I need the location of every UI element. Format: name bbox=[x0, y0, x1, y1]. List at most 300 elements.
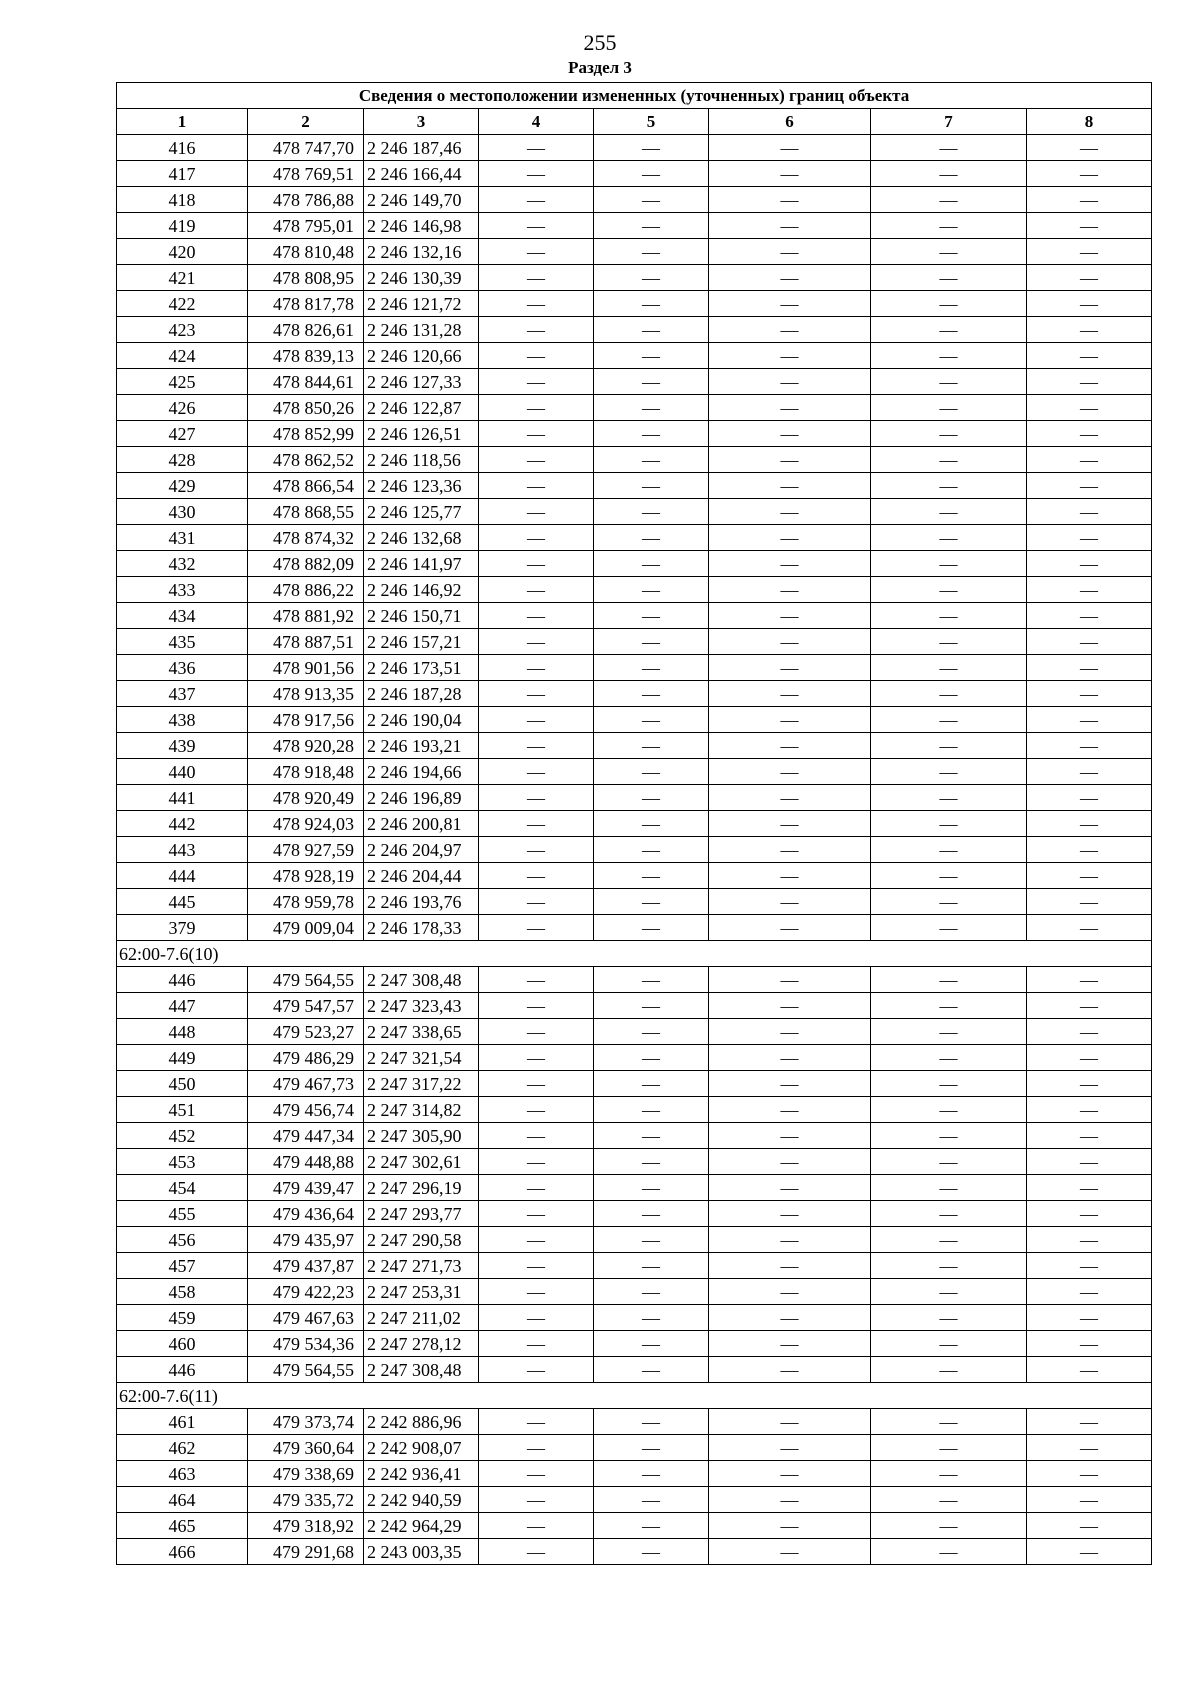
empty-cell: — bbox=[1027, 1227, 1152, 1253]
table-row bbox=[117, 1097, 1152, 1123]
empty-cell: — bbox=[871, 525, 1027, 551]
empty-cell: — bbox=[1027, 993, 1152, 1019]
coord-y: 2 247 321,54 bbox=[364, 1045, 479, 1071]
point-number: 443 bbox=[117, 837, 248, 863]
empty-cell: — bbox=[594, 1487, 709, 1513]
empty-cell: — bbox=[594, 1539, 709, 1565]
empty-cell: — bbox=[709, 1357, 871, 1383]
table-row bbox=[117, 473, 1152, 499]
coord-x: 478 769,51 bbox=[248, 161, 364, 187]
table-row bbox=[117, 213, 1152, 239]
empty-cell: — bbox=[1027, 681, 1152, 707]
empty-cell: — bbox=[594, 1227, 709, 1253]
empty-cell: — bbox=[1027, 889, 1152, 915]
table-row bbox=[117, 1045, 1152, 1071]
empty-cell: — bbox=[479, 1435, 594, 1461]
coord-x: 479 564,55 bbox=[248, 1357, 364, 1383]
empty-cell: — bbox=[709, 889, 871, 915]
coord-x: 479 335,72 bbox=[248, 1487, 364, 1513]
coord-x: 478 795,01 bbox=[248, 213, 364, 239]
empty-cell: — bbox=[1027, 863, 1152, 889]
empty-cell: — bbox=[871, 1227, 1027, 1253]
group-label-row bbox=[117, 941, 1152, 967]
column-header: 6 bbox=[709, 109, 871, 135]
empty-cell: — bbox=[871, 1305, 1027, 1331]
empty-cell: — bbox=[594, 1461, 709, 1487]
point-number: 457 bbox=[117, 1253, 248, 1279]
empty-cell: — bbox=[871, 1539, 1027, 1565]
empty-cell: — bbox=[479, 291, 594, 317]
empty-cell: — bbox=[709, 733, 871, 759]
coord-y: 2 246 193,76 bbox=[364, 889, 479, 915]
empty-cell: — bbox=[479, 265, 594, 291]
coord-x: 478 850,26 bbox=[248, 395, 364, 421]
coord-x: 478 866,54 bbox=[248, 473, 364, 499]
coord-x: 479 360,64 bbox=[248, 1435, 364, 1461]
point-number: 431 bbox=[117, 525, 248, 551]
column-header: 1 bbox=[117, 109, 248, 135]
empty-cell: — bbox=[479, 629, 594, 655]
point-number: 433 bbox=[117, 577, 248, 603]
coord-y: 2 242 964,29 bbox=[364, 1513, 479, 1539]
empty-cell: — bbox=[871, 1461, 1027, 1487]
empty-cell: — bbox=[871, 551, 1027, 577]
empty-cell: — bbox=[871, 395, 1027, 421]
coord-x: 479 447,34 bbox=[248, 1123, 364, 1149]
empty-cell: — bbox=[594, 317, 709, 343]
empty-cell: — bbox=[709, 1331, 871, 1357]
empty-cell: — bbox=[871, 1409, 1027, 1435]
empty-cell: — bbox=[1027, 1513, 1152, 1539]
empty-cell: — bbox=[871, 733, 1027, 759]
empty-cell: — bbox=[594, 135, 709, 161]
empty-cell: — bbox=[709, 1435, 871, 1461]
coord-x: 478 808,95 bbox=[248, 265, 364, 291]
empty-cell: — bbox=[479, 811, 594, 837]
table-row bbox=[117, 733, 1152, 759]
empty-cell: — bbox=[1027, 1279, 1152, 1305]
empty-cell: — bbox=[594, 213, 709, 239]
point-number: 450 bbox=[117, 1071, 248, 1097]
empty-cell: — bbox=[709, 1305, 871, 1331]
empty-cell: — bbox=[1027, 759, 1152, 785]
empty-cell: — bbox=[871, 265, 1027, 291]
coord-y: 2 247 271,73 bbox=[364, 1253, 479, 1279]
empty-cell: — bbox=[709, 343, 871, 369]
coord-x: 478 826,61 bbox=[248, 317, 364, 343]
coord-x: 478 844,61 bbox=[248, 369, 364, 395]
empty-cell: — bbox=[1027, 1539, 1152, 1565]
coord-y: 2 246 146,98 bbox=[364, 213, 479, 239]
empty-cell: — bbox=[479, 1539, 594, 1565]
empty-cell: — bbox=[479, 1331, 594, 1357]
point-number: 452 bbox=[117, 1123, 248, 1149]
empty-cell: — bbox=[871, 967, 1027, 993]
point-number: 451 bbox=[117, 1097, 248, 1123]
empty-cell: — bbox=[1027, 291, 1152, 317]
empty-cell: — bbox=[479, 473, 594, 499]
empty-cell: — bbox=[709, 863, 871, 889]
empty-cell: — bbox=[479, 837, 594, 863]
column-header: 8 bbox=[1027, 109, 1152, 135]
table-row bbox=[117, 1409, 1152, 1435]
coord-x: 478 917,56 bbox=[248, 707, 364, 733]
coord-y: 2 247 314,82 bbox=[364, 1097, 479, 1123]
empty-cell: — bbox=[871, 421, 1027, 447]
table-row bbox=[117, 265, 1152, 291]
empty-cell: — bbox=[594, 291, 709, 317]
table-row bbox=[117, 1461, 1152, 1487]
coord-x: 478 810,48 bbox=[248, 239, 364, 265]
empty-cell: — bbox=[709, 1539, 871, 1565]
empty-cell: — bbox=[594, 1513, 709, 1539]
empty-cell: — bbox=[479, 1461, 594, 1487]
table-row bbox=[117, 291, 1152, 317]
coord-y: 2 243 003,35 bbox=[364, 1539, 479, 1565]
empty-cell: — bbox=[594, 1253, 709, 1279]
point-number: 425 bbox=[117, 369, 248, 395]
empty-cell: — bbox=[709, 525, 871, 551]
empty-cell: — bbox=[1027, 811, 1152, 837]
empty-cell: — bbox=[479, 447, 594, 473]
empty-cell: — bbox=[479, 1123, 594, 1149]
empty-cell: — bbox=[594, 811, 709, 837]
coord-y: 2 246 126,51 bbox=[364, 421, 479, 447]
table-row bbox=[117, 1019, 1152, 1045]
coord-x: 479 467,63 bbox=[248, 1305, 364, 1331]
coord-y: 2 247 308,48 bbox=[364, 1357, 479, 1383]
coord-x: 479 439,47 bbox=[248, 1175, 364, 1201]
empty-cell: — bbox=[594, 473, 709, 499]
empty-cell: — bbox=[871, 1097, 1027, 1123]
empty-cell: — bbox=[594, 1149, 709, 1175]
coord-y: 2 242 936,41 bbox=[364, 1461, 479, 1487]
group-label: 62:00-7.6(10) bbox=[117, 941, 1152, 967]
coord-y: 2 247 293,77 bbox=[364, 1201, 479, 1227]
empty-cell: — bbox=[479, 1279, 594, 1305]
empty-cell: — bbox=[594, 1071, 709, 1097]
table-row bbox=[117, 447, 1152, 473]
empty-cell: — bbox=[594, 915, 709, 941]
point-number: 420 bbox=[117, 239, 248, 265]
coord-y: 2 246 122,87 bbox=[364, 395, 479, 421]
coord-x: 478 881,92 bbox=[248, 603, 364, 629]
empty-cell: — bbox=[871, 1279, 1027, 1305]
empty-cell: — bbox=[479, 551, 594, 577]
coord-y: 2 246 178,33 bbox=[364, 915, 479, 941]
empty-cell: — bbox=[479, 1045, 594, 1071]
coord-y: 2 246 204,44 bbox=[364, 863, 479, 889]
point-number: 464 bbox=[117, 1487, 248, 1513]
coord-x: 478 920,49 bbox=[248, 785, 364, 811]
empty-cell: — bbox=[594, 733, 709, 759]
table-row bbox=[117, 655, 1152, 681]
coord-y: 2 246 187,46 bbox=[364, 135, 479, 161]
empty-cell: — bbox=[709, 1201, 871, 1227]
empty-cell: — bbox=[1027, 239, 1152, 265]
coord-x: 478 886,22 bbox=[248, 577, 364, 603]
empty-cell: — bbox=[709, 239, 871, 265]
table-row bbox=[117, 1201, 1152, 1227]
empty-cell: — bbox=[871, 1175, 1027, 1201]
column-header: 5 bbox=[594, 109, 709, 135]
table-row bbox=[117, 421, 1152, 447]
empty-cell: — bbox=[594, 1201, 709, 1227]
table-row bbox=[117, 785, 1152, 811]
table-row bbox=[117, 135, 1152, 161]
coord-y: 2 247 296,19 bbox=[364, 1175, 479, 1201]
empty-cell: — bbox=[871, 577, 1027, 603]
empty-cell: — bbox=[871, 889, 1027, 915]
table-row bbox=[117, 395, 1152, 421]
point-number: 445 bbox=[117, 889, 248, 915]
empty-cell: — bbox=[479, 369, 594, 395]
empty-cell: — bbox=[594, 239, 709, 265]
empty-cell: — bbox=[709, 265, 871, 291]
empty-cell: — bbox=[479, 187, 594, 213]
table-row bbox=[117, 499, 1152, 525]
coord-x: 479 534,36 bbox=[248, 1331, 364, 1357]
point-number: 428 bbox=[117, 447, 248, 473]
empty-cell: — bbox=[594, 707, 709, 733]
empty-cell: — bbox=[709, 395, 871, 421]
coord-x: 479 373,74 bbox=[248, 1409, 364, 1435]
empty-cell: — bbox=[1027, 655, 1152, 681]
coord-y: 2 246 166,44 bbox=[364, 161, 479, 187]
coord-y: 2 246 200,81 bbox=[364, 811, 479, 837]
empty-cell: — bbox=[594, 551, 709, 577]
table-row bbox=[117, 1279, 1152, 1305]
empty-cell: — bbox=[709, 1123, 871, 1149]
empty-cell: — bbox=[871, 603, 1027, 629]
empty-cell: — bbox=[1027, 395, 1152, 421]
coordinates-table bbox=[116, 82, 1152, 1565]
coord-x: 479 437,87 bbox=[248, 1253, 364, 1279]
empty-cell: — bbox=[871, 317, 1027, 343]
table-row bbox=[117, 577, 1152, 603]
coord-y: 2 246 132,16 bbox=[364, 239, 479, 265]
coord-y: 2 242 908,07 bbox=[364, 1435, 479, 1461]
table-row bbox=[117, 317, 1152, 343]
point-number: 441 bbox=[117, 785, 248, 811]
empty-cell: — bbox=[479, 421, 594, 447]
coord-y: 2 246 193,21 bbox=[364, 733, 479, 759]
empty-cell: — bbox=[709, 317, 871, 343]
empty-cell: — bbox=[709, 551, 871, 577]
empty-cell: — bbox=[479, 161, 594, 187]
empty-cell: — bbox=[709, 161, 871, 187]
empty-cell: — bbox=[871, 135, 1027, 161]
empty-cell: — bbox=[479, 1253, 594, 1279]
point-number: 456 bbox=[117, 1227, 248, 1253]
empty-cell: — bbox=[1027, 1357, 1152, 1383]
empty-cell: — bbox=[1027, 1149, 1152, 1175]
empty-cell: — bbox=[709, 811, 871, 837]
point-number: 455 bbox=[117, 1201, 248, 1227]
table-title: Сведения о местоположении измененных (уточненных) границ объекта bbox=[117, 83, 1152, 109]
coord-x: 478 817,78 bbox=[248, 291, 364, 317]
empty-cell: — bbox=[709, 1409, 871, 1435]
point-number: 422 bbox=[117, 291, 248, 317]
coord-x: 478 927,59 bbox=[248, 837, 364, 863]
table-row bbox=[117, 1149, 1152, 1175]
empty-cell: — bbox=[871, 811, 1027, 837]
empty-cell: — bbox=[1027, 1045, 1152, 1071]
coord-y: 2 246 173,51 bbox=[364, 655, 479, 681]
empty-cell: — bbox=[1027, 473, 1152, 499]
empty-cell: — bbox=[479, 1305, 594, 1331]
coord-y: 2 246 149,70 bbox=[364, 187, 479, 213]
empty-cell: — bbox=[479, 915, 594, 941]
empty-cell: — bbox=[594, 499, 709, 525]
point-number: 417 bbox=[117, 161, 248, 187]
empty-cell: — bbox=[479, 1019, 594, 1045]
empty-cell: — bbox=[709, 369, 871, 395]
empty-cell: — bbox=[479, 317, 594, 343]
empty-cell: — bbox=[709, 915, 871, 941]
empty-cell: — bbox=[479, 213, 594, 239]
point-number: 426 bbox=[117, 395, 248, 421]
empty-cell: — bbox=[871, 785, 1027, 811]
coord-y: 2 247 253,31 bbox=[364, 1279, 479, 1305]
empty-cell: — bbox=[594, 1123, 709, 1149]
coord-y: 2 247 317,22 bbox=[364, 1071, 479, 1097]
empty-cell: — bbox=[479, 577, 594, 603]
table-row bbox=[117, 1123, 1152, 1149]
empty-cell: — bbox=[871, 239, 1027, 265]
empty-cell: — bbox=[479, 1357, 594, 1383]
coord-x: 479 523,27 bbox=[248, 1019, 364, 1045]
coord-y: 2 246 141,97 bbox=[364, 551, 479, 577]
empty-cell: — bbox=[479, 993, 594, 1019]
table-row bbox=[117, 629, 1152, 655]
table-row bbox=[117, 1175, 1152, 1201]
coord-x: 479 547,57 bbox=[248, 993, 364, 1019]
empty-cell: — bbox=[479, 499, 594, 525]
empty-cell: — bbox=[1027, 213, 1152, 239]
coord-x: 478 918,48 bbox=[248, 759, 364, 785]
empty-cell: — bbox=[1027, 1097, 1152, 1123]
coord-x: 479 456,74 bbox=[248, 1097, 364, 1123]
coord-y: 2 246 196,89 bbox=[364, 785, 479, 811]
table-row bbox=[117, 993, 1152, 1019]
empty-cell: — bbox=[1027, 551, 1152, 577]
coord-y: 2 247 338,65 bbox=[364, 1019, 479, 1045]
empty-cell: — bbox=[709, 707, 871, 733]
table-row bbox=[117, 369, 1152, 395]
point-number: 447 bbox=[117, 993, 248, 1019]
empty-cell: — bbox=[871, 1045, 1027, 1071]
empty-cell: — bbox=[1027, 447, 1152, 473]
empty-cell: — bbox=[1027, 1305, 1152, 1331]
point-number: 436 bbox=[117, 655, 248, 681]
empty-cell: — bbox=[871, 629, 1027, 655]
coord-y: 2 246 125,77 bbox=[364, 499, 479, 525]
point-number: 423 bbox=[117, 317, 248, 343]
coord-y: 2 246 118,56 bbox=[364, 447, 479, 473]
empty-cell: — bbox=[1027, 161, 1152, 187]
empty-cell: — bbox=[871, 1357, 1027, 1383]
empty-cell: — bbox=[709, 967, 871, 993]
empty-cell: — bbox=[871, 1435, 1027, 1461]
empty-cell: — bbox=[709, 1461, 871, 1487]
table-row bbox=[117, 863, 1152, 889]
empty-cell: — bbox=[709, 759, 871, 785]
empty-cell: — bbox=[709, 1227, 871, 1253]
empty-cell: — bbox=[871, 187, 1027, 213]
empty-cell: — bbox=[594, 681, 709, 707]
coord-y: 2 247 305,90 bbox=[364, 1123, 479, 1149]
table-row bbox=[117, 1513, 1152, 1539]
empty-cell: — bbox=[709, 187, 871, 213]
coord-y: 2 246 132,68 bbox=[364, 525, 479, 551]
empty-cell: — bbox=[479, 1175, 594, 1201]
empty-cell: — bbox=[594, 889, 709, 915]
empty-cell: — bbox=[594, 1409, 709, 1435]
empty-cell: — bbox=[871, 863, 1027, 889]
empty-cell: — bbox=[479, 525, 594, 551]
point-number: 438 bbox=[117, 707, 248, 733]
coord-x: 479 448,88 bbox=[248, 1149, 364, 1175]
empty-cell: — bbox=[709, 213, 871, 239]
empty-cell: — bbox=[709, 1149, 871, 1175]
empty-cell: — bbox=[479, 733, 594, 759]
point-number: 421 bbox=[117, 265, 248, 291]
empty-cell: — bbox=[594, 421, 709, 447]
group-label: 62:00-7.6(11) bbox=[117, 1383, 1152, 1409]
coord-y: 2 246 127,33 bbox=[364, 369, 479, 395]
point-number: 448 bbox=[117, 1019, 248, 1045]
coord-y: 2 246 123,36 bbox=[364, 473, 479, 499]
empty-cell: — bbox=[709, 1019, 871, 1045]
coord-x: 478 924,03 bbox=[248, 811, 364, 837]
coord-x: 479 435,97 bbox=[248, 1227, 364, 1253]
empty-cell: — bbox=[1027, 1175, 1152, 1201]
empty-cell: — bbox=[1027, 187, 1152, 213]
empty-cell: — bbox=[479, 759, 594, 785]
empty-cell: — bbox=[709, 499, 871, 525]
empty-cell: — bbox=[871, 1201, 1027, 1227]
empty-cell: — bbox=[1027, 317, 1152, 343]
coord-y: 2 247 323,43 bbox=[364, 993, 479, 1019]
empty-cell: — bbox=[1027, 1253, 1152, 1279]
column-header: 2 bbox=[248, 109, 364, 135]
empty-cell: — bbox=[1027, 577, 1152, 603]
empty-cell: — bbox=[709, 681, 871, 707]
empty-cell: — bbox=[594, 1045, 709, 1071]
empty-cell: — bbox=[479, 603, 594, 629]
table-row bbox=[117, 1357, 1152, 1383]
coord-y: 2 246 190,04 bbox=[364, 707, 479, 733]
group-label-row bbox=[117, 1383, 1152, 1409]
table-row bbox=[117, 1435, 1152, 1461]
point-number: 465 bbox=[117, 1513, 248, 1539]
empty-cell: — bbox=[871, 291, 1027, 317]
coord-y: 2 247 302,61 bbox=[364, 1149, 479, 1175]
table-row bbox=[117, 239, 1152, 265]
empty-cell: — bbox=[1027, 1409, 1152, 1435]
empty-cell: — bbox=[871, 1149, 1027, 1175]
table-body bbox=[117, 135, 1152, 1565]
point-number: 429 bbox=[117, 473, 248, 499]
empty-cell: — bbox=[1027, 1331, 1152, 1357]
empty-cell: — bbox=[709, 1487, 871, 1513]
point-number: 449 bbox=[117, 1045, 248, 1071]
empty-cell: — bbox=[871, 1253, 1027, 1279]
empty-cell: — bbox=[594, 603, 709, 629]
empty-cell: — bbox=[594, 863, 709, 889]
empty-cell: — bbox=[709, 421, 871, 447]
